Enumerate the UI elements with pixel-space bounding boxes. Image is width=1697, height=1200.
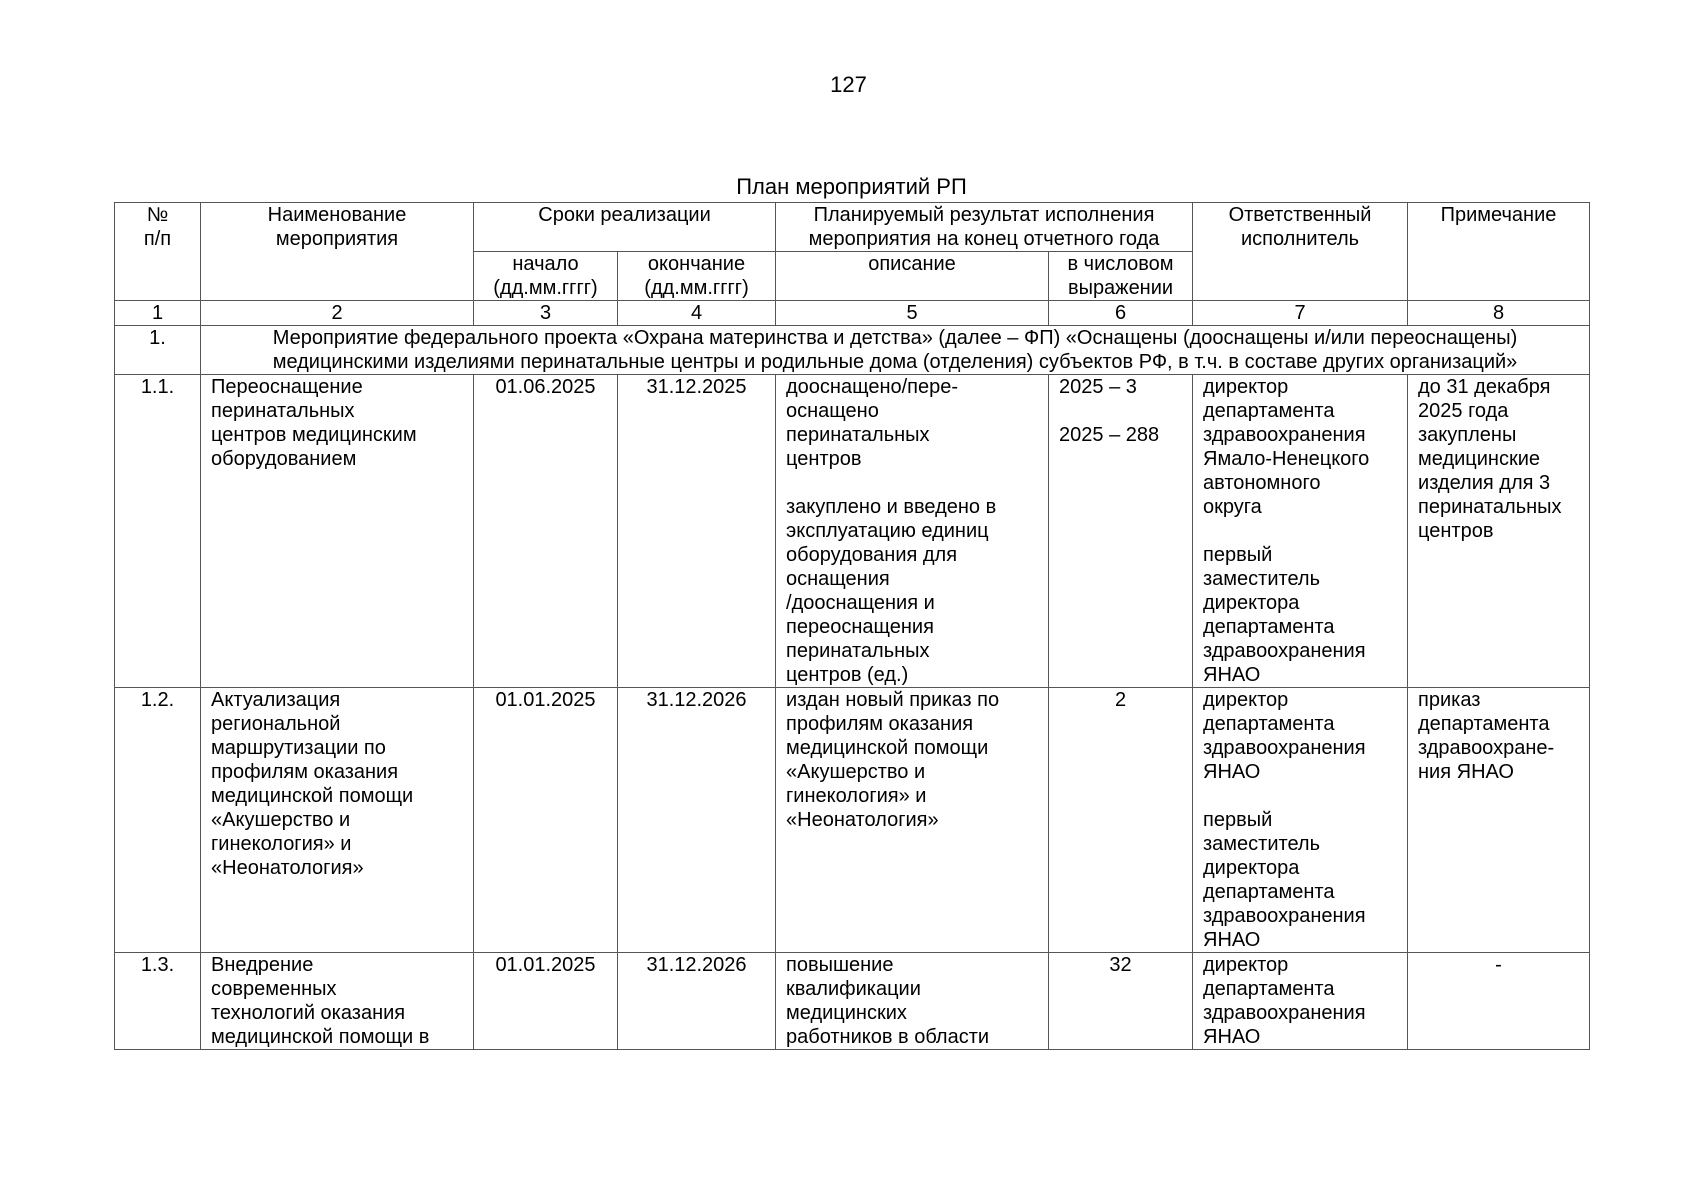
row-value: 32 — [1049, 953, 1193, 1050]
header-terms: Сроки реализации — [474, 203, 776, 252]
row-description: дооснащено/пере- оснащено перинатальных центров закуплено и введено в эксплуатацию единиц оборудования для оснащения /дооснащения и переоснащения перинатальных центров (ед.) — [776, 375, 1049, 688]
page-number: 127 — [830, 72, 867, 97]
header-end: окончание (дд.мм.гггг) — [618, 252, 776, 301]
header-start: начало (дд.мм.гггг) — [474, 252, 618, 301]
row-num: 1.3. — [115, 953, 201, 1050]
row-start: 01.01.2025 — [474, 953, 618, 1050]
row-start: 01.06.2025 — [474, 375, 618, 688]
table-title: План мероприятий РП — [736, 174, 967, 199]
section-row — [115, 326, 1590, 375]
column-number: 2 — [201, 301, 474, 326]
row-value: 2 — [1049, 688, 1193, 953]
row-name: Внедрение современных технологий оказания медицинской помощи в — [201, 953, 474, 1050]
plan-table — [114, 202, 1590, 1050]
header-num: № п/п — [115, 203, 201, 301]
column-number: 4 — [618, 301, 776, 326]
row-note: - — [1408, 953, 1590, 1050]
row-end: 31.12.2026 — [618, 688, 776, 953]
header-responsible: Ответственный исполнитель — [1193, 203, 1408, 301]
row-note: до 31 декабря 2025 года закуплены медицинские изделия для 3 перинатальных центров — [1408, 375, 1590, 688]
row-end: 31.12.2025 — [618, 375, 776, 688]
row-name: Актуализация региональной маршрутизации по профилям оказания медицинской помощи «Акушерство и гинекология» и «Неонатология» — [201, 688, 474, 953]
column-number: 8 — [1408, 301, 1590, 326]
row-note: приказ департамента здравоохране- ния ЯНАО — [1408, 688, 1590, 953]
row-responsible: директор департамента здравоохранения ЯНАО первый заместитель директора департамента здравоохранения ЯНАО — [1193, 688, 1408, 953]
row-description: повышение квалификации медицинских работников в области — [776, 953, 1049, 1050]
row-num: 1.1. — [115, 375, 201, 688]
section-text: Мероприятие федерального проекта «Охрана материнства и детства» (далее – ФП) «Оснащены (дооснащены и/или переоснащены) медицинскими изделиями перинатальные центры и родильные дома (отделения) субъектов РФ, в т.ч. в составе других организаций» — [201, 326, 1590, 375]
header-name: Наименование мероприятия — [201, 203, 474, 301]
column-number: 5 — [776, 301, 1049, 326]
header-description: описание — [776, 252, 1049, 301]
table-row — [115, 688, 1590, 953]
row-start: 01.01.2025 — [474, 688, 618, 953]
column-number: 1 — [115, 301, 201, 326]
row-responsible: директор департамента здравоохранения Ямало-Ненецкого автономного округа первый заместитель директора департамента здравоохранения ЯНАО — [1193, 375, 1408, 688]
header-row-1 — [115, 203, 1590, 252]
row-value: 2025 – 3 2025 – 288 — [1049, 375, 1193, 688]
column-numbers-row — [115, 301, 1590, 326]
column-number: 6 — [1049, 301, 1193, 326]
column-number: 7 — [1193, 301, 1408, 326]
table-row — [115, 375, 1590, 688]
section-num: 1. — [115, 326, 201, 375]
header-numeric: в числовом выражении — [1049, 252, 1193, 301]
row-end: 31.12.2026 — [618, 953, 776, 1050]
table-row — [115, 953, 1590, 1050]
row-num: 1.2. — [115, 688, 201, 953]
row-name: Переоснащение перинатальных центров медицинским оборудованием — [201, 375, 474, 688]
header-result: Планируемый результат исполнения мероприятия на конец отчетного года — [776, 203, 1193, 252]
header-note: Примечание — [1408, 203, 1590, 301]
column-number: 3 — [474, 301, 618, 326]
row-description: издан новый приказ по профилям оказания медицинской помощи «Акушерство и гинекология» и «Неонатология» — [776, 688, 1049, 953]
row-responsible: директор департамента здравоохранения ЯНАО — [1193, 953, 1408, 1050]
